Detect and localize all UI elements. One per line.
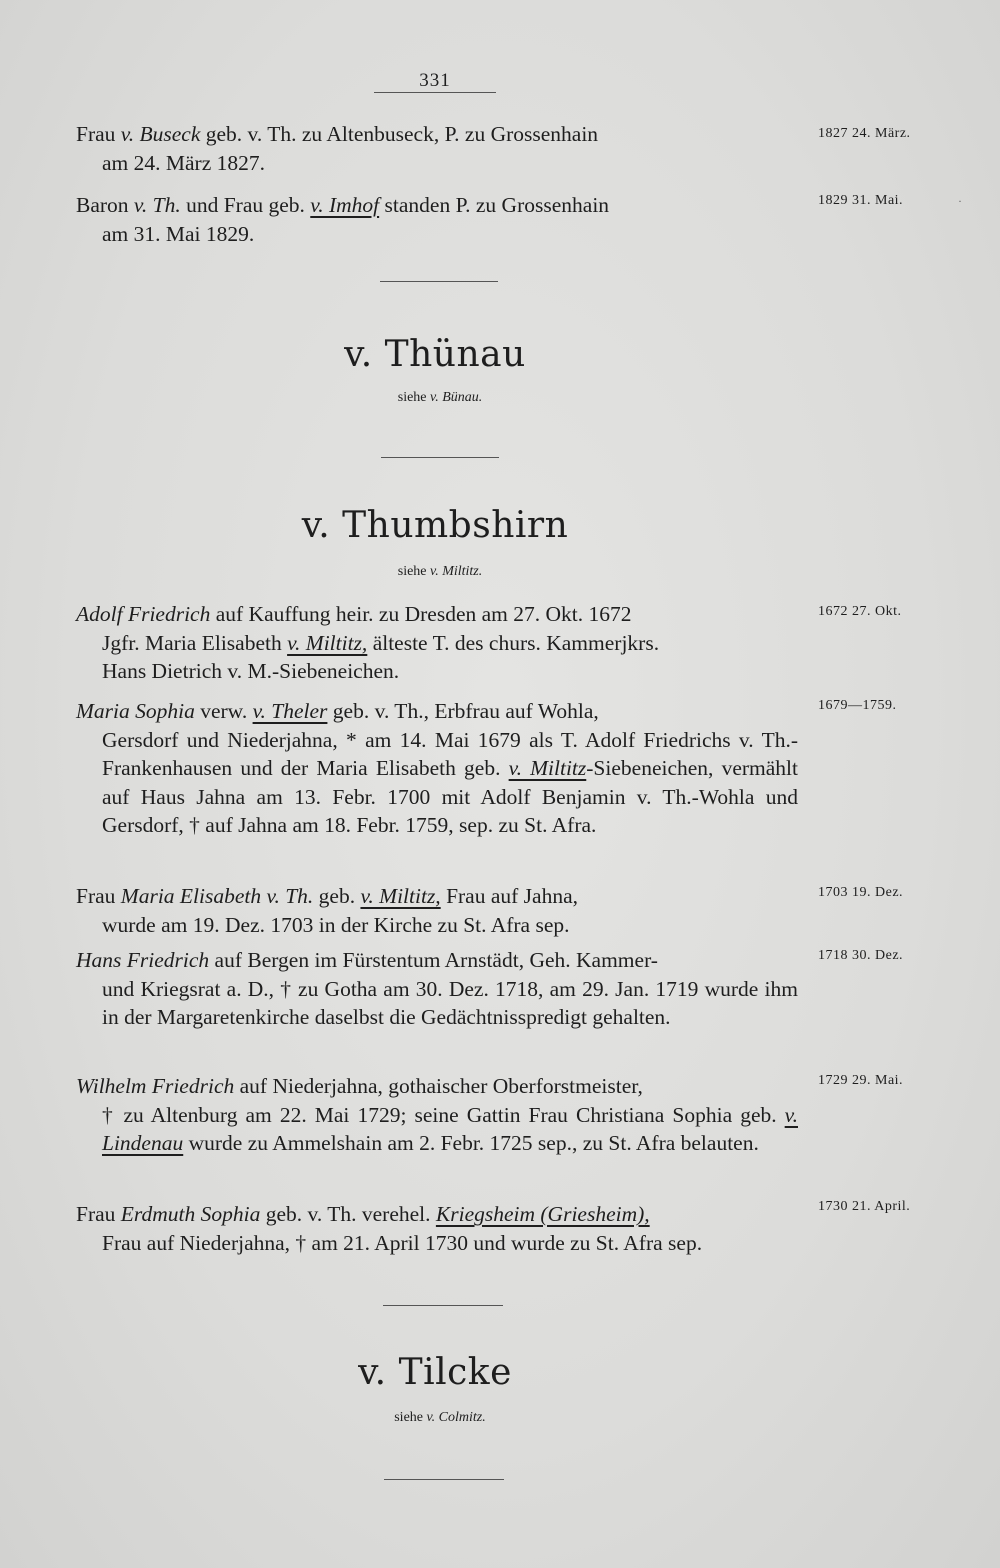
see-reference-thuenau [0, 390, 880, 406]
entry-maria-sophia [76, 697, 798, 840]
entry-buseck [76, 120, 798, 177]
entry-baron [76, 191, 798, 248]
entry-text: Frau auf Jahna, [440, 884, 579, 908]
entry-continuation: und Kriegsrat a. D., † zu Gotha am 30. Dez. 1718, am 29. Jan. 1719 wurde ihm in der Margaretenkirche daselbst die Gedächtnisspredigt gehalten. [102, 976, 798, 1029]
entry-text: geb. v. Th., Erbfrau auf Wohla, [327, 699, 599, 723]
section-heading-tilcke: v. Tilcke [358, 1352, 512, 1393]
entry-maria-elisabeth [76, 882, 798, 939]
page-number-rule [374, 92, 496, 93]
page-number: 331 [419, 70, 451, 91]
entry-name: Erdmuth Sophia [120, 1202, 261, 1226]
cross-reference: v. Theler [252, 699, 328, 723]
entry-continuation: am 31. Mai 1829. [102, 221, 255, 246]
margin-mark: · [958, 194, 962, 208]
entry-date: 1829 31. Mai. [818, 193, 904, 208]
see-label: siehe [394, 1410, 427, 1425]
entry-erdmuth-sophia [76, 1200, 798, 1257]
entry-date: 1729 29. Mai. [818, 1073, 904, 1088]
entry-text: auf Niederjahna, gothaischer Oberforstmeister, [234, 1074, 643, 1098]
entry-date: 1730 21. April. [818, 1199, 911, 1214]
entry-continuation: am 24. März 1827. [102, 150, 266, 175]
section-divider [383, 1305, 503, 1306]
see-target: v. Bünau. [430, 390, 483, 405]
entry-text: geb. v. Th. verehel. [260, 1202, 436, 1226]
entry-name: v. Th. [133, 193, 181, 217]
section-heading-thuenau: v. Thünau [344, 334, 526, 375]
entry-date: 1672 27. Okt. [818, 604, 902, 619]
entry-hans-friedrich [76, 946, 798, 1032]
section-divider [380, 281, 498, 282]
entry-wilhelm-friedrich [76, 1072, 798, 1158]
entry-text: standen P. zu Grossenhain [379, 193, 610, 217]
entry-name: Hans Friedrich [76, 948, 210, 972]
entry-text: Frau [76, 122, 121, 146]
entry-text: älteste T. des churs. Kammerjkrs. [367, 630, 660, 655]
see-target: v. Miltitz. [430, 564, 483, 579]
entry-adolf-friedrich [76, 600, 798, 686]
section-divider [381, 457, 499, 458]
entry-name: Wilhelm Friedrich [76, 1074, 235, 1098]
cross-reference: v. Lindenau [102, 1102, 798, 1155]
entry-name: Maria Elisabeth v. Th. [120, 884, 314, 908]
entry-name: Adolf Friedrich [76, 602, 211, 626]
cross-reference: v. Miltitz [508, 756, 587, 780]
entry-date: 1718 30. Dez. [818, 948, 904, 963]
see-reference-tilcke [0, 1410, 880, 1426]
entry-text: Baron [76, 193, 134, 217]
entry-text: wurde zu Ammelshain am 2. Febr. 1725 sep., zu St. Afra belauten. [183, 1131, 759, 1155]
cross-reference: Kriegsheim (Griesheim), [435, 1202, 650, 1226]
entry-text: Hans Dietrich v. M.-Siebeneichen. [102, 659, 400, 683]
entry-continuation: Frau auf Niederjahna, † am 21. April 1730 und wurde zu St. Afra sep. [102, 1230, 703, 1255]
entry-name: v. Buseck [120, 122, 201, 146]
entry-date: 1679—1759. [818, 698, 897, 713]
entry-date: 1703 19. Dez. [818, 885, 904, 900]
section-divider [384, 1479, 504, 1480]
entry-text: Jgfr. Maria Elisabeth [102, 630, 288, 655]
entry-text: † zu Altenburg am 22. Mai 1729; seine Gattin Frau Christiana Sophia geb. [102, 1102, 785, 1127]
entry-text: Frau [76, 1202, 121, 1226]
see-label: siehe [397, 564, 431, 579]
entry-date: 1827 24. März. [818, 126, 911, 141]
see-label: siehe [397, 390, 431, 405]
entry-text: verw. [194, 699, 253, 723]
cross-reference: v. Miltitz, [287, 630, 368, 655]
entry-text: und Frau geb. [180, 193, 311, 217]
entry-text: auf Kauffung heir. zu Dresden am 27. Okt. 1672 [210, 602, 632, 626]
cross-reference: v. Miltitz, [360, 884, 441, 908]
entry-name: Maria Sophia [76, 699, 195, 723]
cross-reference: v. Imhof [310, 193, 380, 217]
entry-text: auf Bergen im Fürstentum Arnstädt, Geh. Kammer- [209, 948, 658, 972]
entry-text: geb. v. Th. zu Altenbuseck, P. zu Grossenhain [200, 122, 599, 146]
see-target: v. Colmitz. [426, 1410, 486, 1425]
section-heading-thumbshirn: v. Thumbshirn [301, 505, 569, 546]
entry-text: -Siebeneichen, vermählt auf Haus Jahna am 13. Febr. 1700 mit Adolf Benjamin v. Th.-Wohla und Gersdorf, † auf Jahna am 18. Febr. 1759, sep. zu St. Afra. [102, 756, 798, 837]
see-reference-thumbshirn [0, 564, 880, 580]
entry-text: geb. [313, 884, 361, 908]
entry-text: Gersdorf und Niederjahna, * am 14. Mai 1679 als T. Adolf Friedrichs v. Th.-Frankenhausen und der Maria Elisabeth geb. [102, 727, 798, 780]
entry-text: Frau [76, 884, 121, 908]
entry-continuation: wurde am 19. Dez. 1703 in der Kirche zu St. Afra sep. [102, 912, 570, 937]
